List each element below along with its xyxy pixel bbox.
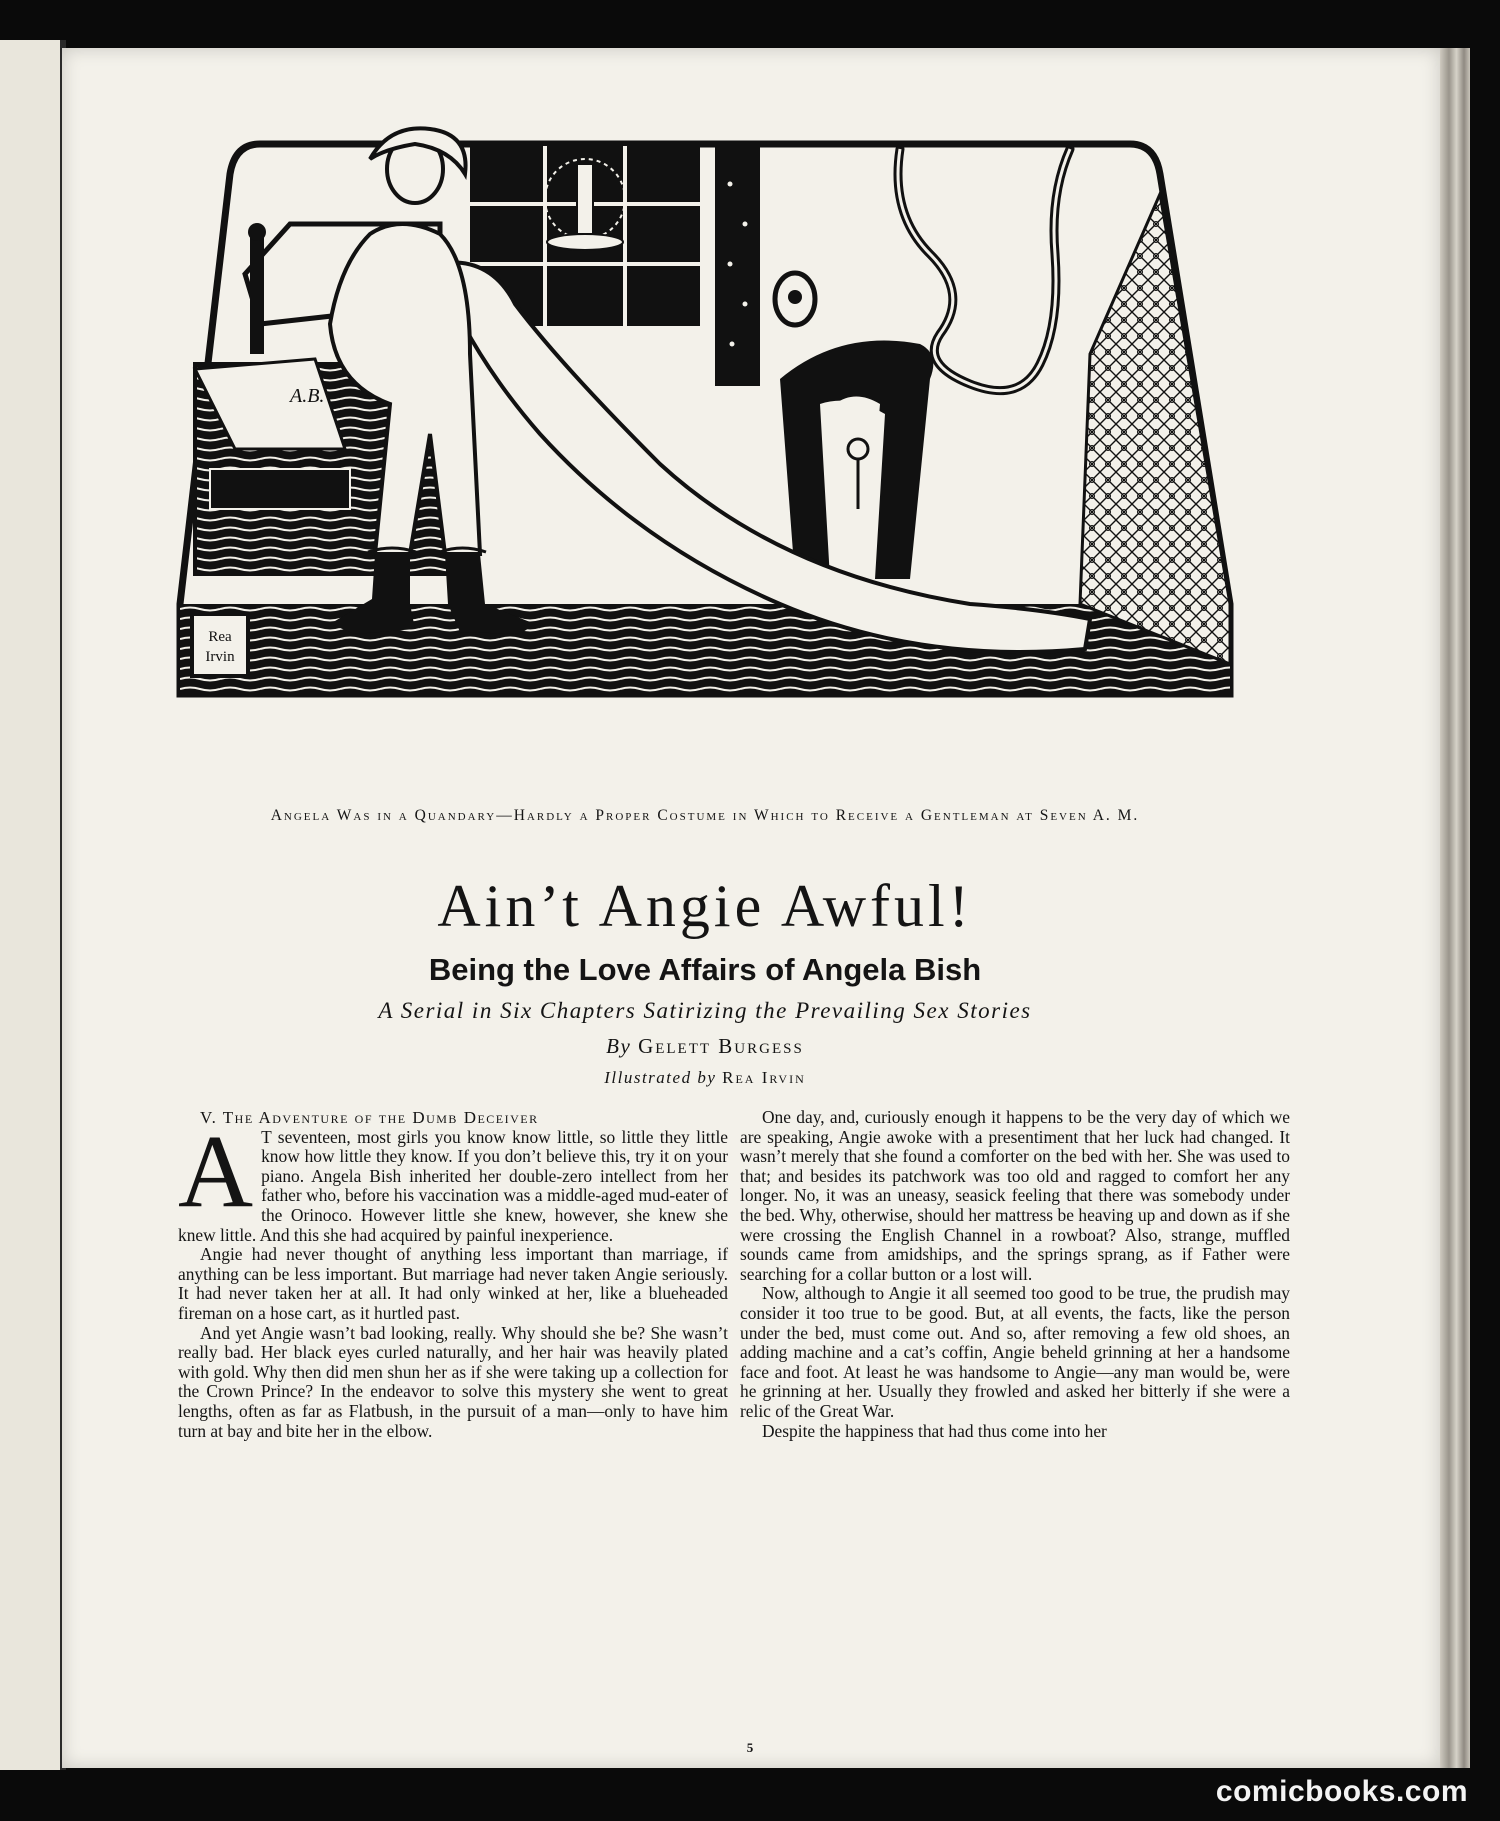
story-title: Ain’t Angie Awful!: [437, 873, 973, 939]
serial-description: A Serial in Six Chapters Satirizing the Prevailing Sex Stories: [378, 998, 1032, 1023]
scan-left-edge: [0, 40, 66, 1770]
body-paragraph: One day, and, curiously enough it happens to be the very day of which we are speaking, Angie awoke with a presentiment that her luck had changed. It wasn’t merely that she found a comforter on the bed with her. She was used to that; and besides its patchwork was too old and ragged to comfort her any longer. No, it was an uneasy, seasick feeling that there was somebody under the bed. Why, otherwise, should her mattress be heaving up and down as if she were crossing the English Channel in a rowboat? Also, strange, muffled sounds came from amidships, and the springs sprang, as if Father were searching for a collar button or a lost will.: [740, 1107, 1290, 1284]
body-paragraph: Despite the happiness that had thus come into her: [762, 1420, 1107, 1441]
woodcut-illustration: [140, 104, 1270, 794]
site-watermark: comicbooks.com: [1215, 1775, 1468, 1808]
chapter-heading: V. The Adventure of the Dumb Deceiver: [200, 1108, 539, 1127]
author-name: Gelett Burgess: [638, 1034, 804, 1058]
illustration-caption: Angela Was in a Quandary—Hardly a Proper Costume in Which to Receive a Gentleman at Seven A. M.: [270, 807, 1140, 824]
scan-binding-edge: [1440, 48, 1470, 1768]
illustrator-signature: Rea Irvin: [205, 629, 235, 665]
byline-prefix: By: [606, 1034, 632, 1058]
story-subtitle: Being the Love Affairs of Angela Bish: [428, 952, 982, 987]
first-paragraph-text: T seventeen, most girls you know know little, so little they little know how little they know. If you don’t believe this, try it on your piano. Angela Bish inherited her double-zero intellect from her father who, before his vaccination was a middle-aged mud-eater of the Orinoco. However little she knew, however, she knew she knew little. And this she had acquired by painful inexperience.: [178, 1126, 728, 1245]
illustrator-prefix: Illustrated by: [604, 1068, 717, 1087]
drop-cap: A: [178, 1113, 254, 1229]
article-column-left: [178, 1108, 728, 1441]
author-byline: [140, 1032, 1270, 1060]
monogram-text: A.B.: [290, 385, 325, 407]
body-paragraph: Angie had never thought of anything less important than marriage, if anything can be less important. But marriage had never taken Angie seriously. It had never taken her at all. It had only winked at her, like a blueheaded fireman on a hose cart, as it hurtled past.: [178, 1244, 728, 1323]
article-column-right: [740, 1108, 1290, 1441]
illustrator-credit: [140, 1066, 1270, 1090]
body-paragraph: And yet Angie wasn’t bad looking, really. Why should she be? She wasn’t really bad. Her black eyes curled naturally, and her hair was heavily plated with gold. Why then did men shun her as if she were taking up a collection for the Crown Prince? In the endeavor to solve this mystery she went to great lengths, often as far as Flatbush, in the pursuit of a man—only to have him turn at bay and bite her in the elbow.: [178, 1322, 728, 1441]
illustrator-name: Rea Irvin: [722, 1068, 806, 1087]
body-paragraph: Now, although to Angie it all seemed too good to be true, the prudish may consider it too true to be good. But, at all events, the facts, like the person under the bed, must come out. And so, after removing a few old shoes, an adding machine and a cat’s coffin, Angie beheld grinning at her a handsome face and foot. At least he was handsome to Angie—any man would be, were he grinning at her. Usually they frowled and asked her bitterly if she were a relic of the Great War.: [740, 1283, 1290, 1421]
page-number: 5: [746, 1740, 754, 1755]
